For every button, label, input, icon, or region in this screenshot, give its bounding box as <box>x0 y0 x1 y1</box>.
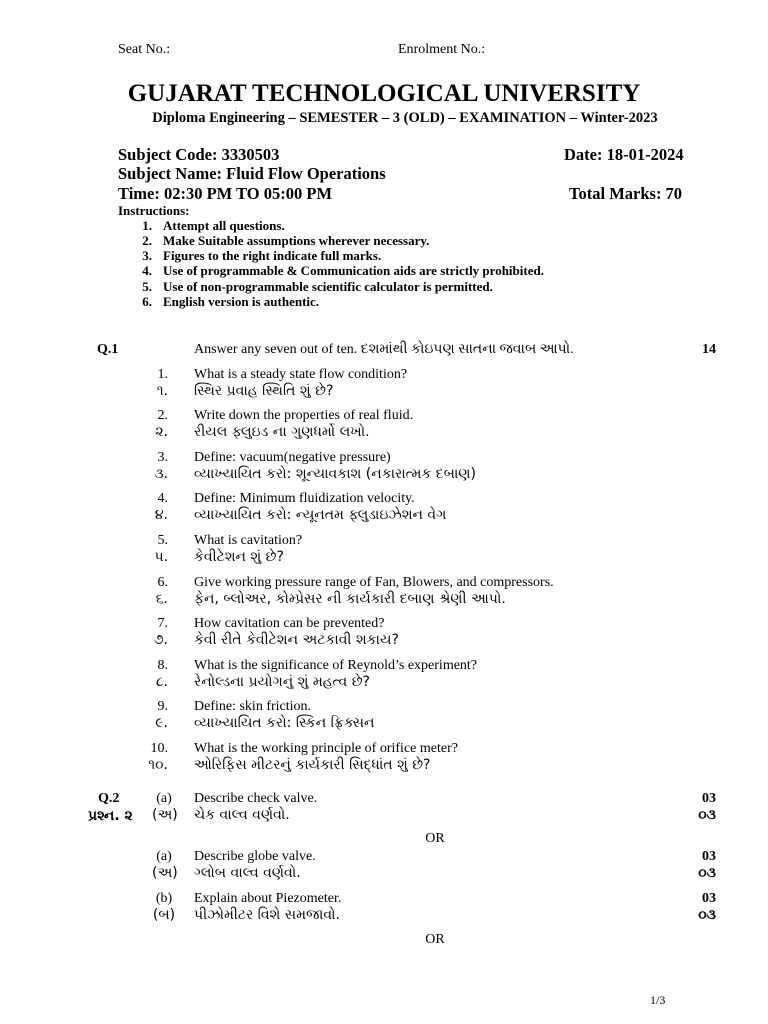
instructions-title: Instructions: <box>118 203 190 218</box>
list-item: 9. Define: skin friction. <box>157 699 312 714</box>
exam-line: Diploma Engineering – SEMESTER – 3 (OLD) – EXAMINATION – Winter-2023 <box>152 110 658 126</box>
list-item: 2. Write down the properties of real fluid. <box>157 408 414 423</box>
list-item: 10. What is the working principle of orifice meter? <box>150 741 458 756</box>
page-number: 1/3 <box>650 993 666 1007</box>
question-1-label: Q.1 <box>97 342 119 357</box>
list-item-gujarati: ૧૦. ઓરિફિસ મીટરનું કાર્યકારી સિદ્ધાંત શું છે? <box>148 757 431 773</box>
list-item-gujarati: ૮. રેનોલ્ડના પ્રયોગનું શું મહત્વ છે? <box>155 674 370 690</box>
list-item: 8. What is the significance of Reynold’s experiment? <box>157 658 478 673</box>
question-2b-marks: 03 <box>702 891 716 906</box>
question-2a-alt: (a) Describe globe valve. <box>156 849 316 864</box>
list-item: 4. Define: Minimum fluidization velocity. <box>157 491 415 506</box>
total-marks: Total Marks: 70 <box>569 184 683 203</box>
question-2a-alt-gujarati: (અ) ગ્લોબ વાલ્વ વર્ણવો. <box>152 865 301 881</box>
question-2b-marks-gujarati: ૦૩ <box>698 907 716 923</box>
subject-name: Subject Name: Fluid Flow Operations <box>118 164 386 183</box>
exam-date: Date: 18-01-2024 <box>564 145 684 164</box>
question-2b: (b) Explain about Piezometer. <box>155 891 342 906</box>
list-item: 6. Give working pressure range of Fan, Blowers, and compressors. <box>157 575 554 590</box>
university-title: GUJARAT TECHNOLOGICAL UNIVERSITY <box>127 80 641 107</box>
list-item-gujarati: ૩. વ્યાખ્યાયિત કરો: શૂન્યાવકાશ (નકારાત્મક દબાણ) <box>154 466 476 482</box>
list-item: 3. Define: vacuum(negative pressure) <box>157 450 391 465</box>
enrolment-number-label: Enrolment No.: <box>398 42 486 57</box>
list-item-gujarati: ૧. સ્થિર પ્રવાહ સ્થિતિ શું છે? <box>156 383 334 399</box>
question-2a-alt-marks: 03 <box>702 849 716 864</box>
question-2a-marks: 03 <box>702 791 716 806</box>
list-item-gujarati: ૬. ફેન, બ્લોઅર, કોમ્પ્રેસર ની કાર્યકારી દબાણ શ્રેણી આપો. <box>155 591 506 607</box>
question-1-marks: 14 <box>702 342 716 357</box>
question-2a-gujarati: (અ) ચેક વાલ્વ વર્ણવો. <box>152 807 290 823</box>
or-separator: OR <box>425 932 445 947</box>
list-item: 1. What is a steady state flow condition? <box>157 367 408 382</box>
exam-time: Time: 02:30 PM TO 05:00 PM <box>118 184 333 203</box>
question-1-instruction: Answer any seven out of ten. દશમાંથી કોઇપણ સાતના જવાબ આપો. <box>194 342 574 357</box>
or-separator: OR <box>425 831 445 846</box>
seat-number-label: Seat No.: <box>118 42 171 57</box>
question-2a: (a) Describe check valve. <box>156 791 318 806</box>
subject-code: Subject Code: 3330503 <box>118 145 280 164</box>
list-item-gujarati: ૪. વ્યાખ્યાયિત કરો: ન્યૂનતમ ફ્લુડાઇઝેશન વેગ <box>154 507 447 523</box>
question-2-label: Q.2 <box>98 791 120 806</box>
question-2-label-gujarati: પ્રશ્ન. ૨ <box>88 808 133 824</box>
list-item-gujarati: પ. કેવીટેશન શું છે? <box>154 549 284 565</box>
question-2b-gujarati: (બ) પીઝોમીટર વિશે સમજાવો. <box>152 907 341 923</box>
question-2a-marks-gujarati: ૦૩ <box>698 807 716 823</box>
list-item: 5. What is cavitation? <box>157 533 303 548</box>
list-item: 7. How cavitation can be prevented? <box>157 616 385 631</box>
list-item-gujarati: ૭. કેવી રીતે કેવીટેશન અટકાવી શકાય? <box>153 632 399 648</box>
question-2a-alt-marks-gujarati: ૦૩ <box>698 865 716 881</box>
list-item-gujarati: ૯. વ્યાખ્યાયિત કરો: સ્કિન ફ્રિક્સન <box>155 715 375 731</box>
list-item-gujarati: ૨. રીયલ ફ્લુઇડ ના ગુણધર્મો લખો. <box>155 424 370 440</box>
